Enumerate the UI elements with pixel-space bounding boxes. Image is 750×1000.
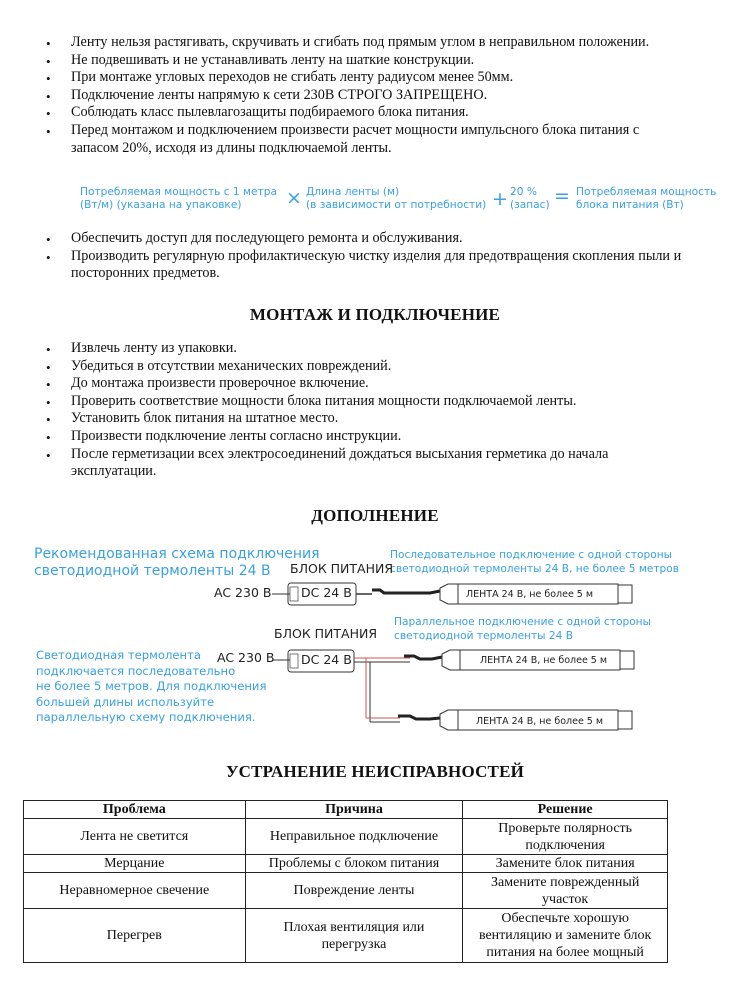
strip-label-2: ЛЕНТА 24 В, не более 5 м <box>480 655 608 666</box>
list-item: • До монтажа произвести проверочное включение. <box>46 375 369 393</box>
table-row: Перегрев Плохая вентиляция или перегрузка Обеспечьте хорошую вентиляцию и замените блок питания на более мощный <box>24 909 668 963</box>
troubleshooting-table <box>23 800 668 963</box>
strip-body-1 <box>458 584 618 604</box>
strip-end-cap-2 <box>620 651 634 669</box>
serial-connection-note: Последовательное подключение с одной стороны светодиодной термоленты 24 В, не более 5 метров <box>390 549 680 575</box>
list-item: • При монтаже угловых переходов не сгибать ленту радиусом менее 50мм. <box>46 69 514 87</box>
header-problem: Проблема <box>24 801 246 819</box>
wiring-diagram <box>0 538 750 750</box>
header-solution: Решение <box>463 801 668 819</box>
maintenance-bullet-list <box>40 230 690 283</box>
formula-term-result: Потребляемая мощность блока питания (Вт) <box>576 186 717 211</box>
psu-label-bottom: БЛОК ПИТАНИЯ <box>274 626 378 641</box>
equals-sign: = <box>554 185 570 207</box>
section-title-dopolnenie: ДОПОЛНЕНИЕ <box>311 506 439 525</box>
list-item: • Подключение ленты напрямую к сети 230В СТРОГО ЗАПРЕЩЕНО. <box>46 86 488 104</box>
multiply-sign: × <box>286 187 302 209</box>
list-item: • Установить блок питания на штатное место. <box>46 410 339 428</box>
formula-term-length: Длина ленты (м) (в зависимости от потребности) <box>306 186 487 211</box>
strip-label-3: ЛЕНТА 24 В, не более 5 м <box>476 716 604 727</box>
installation-bullet-list <box>40 340 690 481</box>
formula-term-power-per-meter: Потребляемая мощность с 1 метра (Вт/м) (указана на упаковке) <box>80 186 277 211</box>
list-item: • Производить регулярную профилактическую чистку изделия для предотвращения скопления пыли и посторонних предметов. <box>46 247 682 282</box>
cable-low <box>398 716 440 719</box>
psu-terminal-top <box>290 587 298 601</box>
table-row: Мерцание Проблемы с блоком питания Замените блок питания <box>24 855 668 873</box>
list-item: • Убедиться в отсутствии механических повреждений. <box>46 357 392 375</box>
diagram-side-note: Светодиодная термолента подключается последовательно не более 5 метров. Для подключения большей длины используйте параллельную схему подключения. <box>36 648 267 724</box>
power-formula <box>80 186 730 220</box>
section-title-montazh: МОНТАЖ И ПОДКЛЮЧЕНИЕ <box>249 305 501 324</box>
list-item: • Извлечь ленту из упаковки. <box>46 340 237 357</box>
list-item: • После герметизации всех электросоединений дождаться высыхания герметика до начала эксплуатации. <box>46 445 609 480</box>
connector-top <box>440 584 458 604</box>
connector-low <box>440 710 458 730</box>
table-row: Лента не светится Неправильное подключение Проверьте полярность подключения <box>24 819 668 855</box>
cable-top <box>372 590 440 593</box>
section-title-troubleshooting: УСТРАНЕНИЕ НЕИСПРАВНОСТЕЙ <box>225 762 525 781</box>
list-item: • Перед монтажом и подключением произвести расчет мощности импульсного блока питания с запасом 20%, исходя из длины подключаемой ленты. <box>46 121 640 156</box>
table-header-row <box>24 801 668 819</box>
connector-mid <box>442 650 460 670</box>
header-cause: Причина <box>245 801 463 819</box>
cable-mid <box>404 656 442 659</box>
list-item: • Не подвешивать и не устанавливать ленту на шаткие конструкции. <box>46 51 475 69</box>
list-item: • Проверить соответствие мощности блока питания мощности подключаемой ленты. <box>46 392 577 410</box>
psu-terminal-bottom <box>290 654 298 668</box>
ac-label-top: AC 230 В <box>214 585 272 600</box>
list-item: • Ленту нельзя растягивать, скручивать и сгибать под прямым углом в неправильном положении. <box>46 34 650 51</box>
list-item: • Соблюдать класс пылевлагозащиты подбираемого блока питания. <box>46 104 469 122</box>
diagram-title: Рекомендованная схема подключения светодиодной термоленты 24 В <box>34 546 320 579</box>
plus-sign: + <box>492 188 508 210</box>
ac-label-bottom: AC 230 В <box>217 650 275 665</box>
list-item: • Произвести подключение ленты согласно инструкции. <box>46 427 402 445</box>
strip-end-cap-3 <box>618 711 632 729</box>
psu-label-top: БЛОК ПИТАНИЯ <box>290 561 394 576</box>
strip-label-1: ЛЕНТА 24 В, не более 5 м <box>466 589 594 600</box>
strip-body-2 <box>460 650 620 670</box>
strip-body-3 <box>458 710 618 730</box>
table-row: Неравномерное свечение Повреждение ленты Замените поврежденный участок <box>24 873 668 909</box>
dc-label-top: DC 24 В <box>301 585 352 600</box>
parallel-connection-note: Параллельное подключение с одной стороны светодиодной термоленты 24 В <box>394 616 651 642</box>
dc-label-bottom: DC 24 В <box>301 652 352 667</box>
safety-bullet-list <box>40 34 690 157</box>
formula-term-reserve: 20 % (запас) <box>510 186 550 211</box>
strip-end-cap-1 <box>618 585 632 603</box>
wiring-diagram-graphics <box>0 538 750 750</box>
list-item: • Обеспечить доступ для последующего ремонта и обслуживания. <box>46 230 463 247</box>
